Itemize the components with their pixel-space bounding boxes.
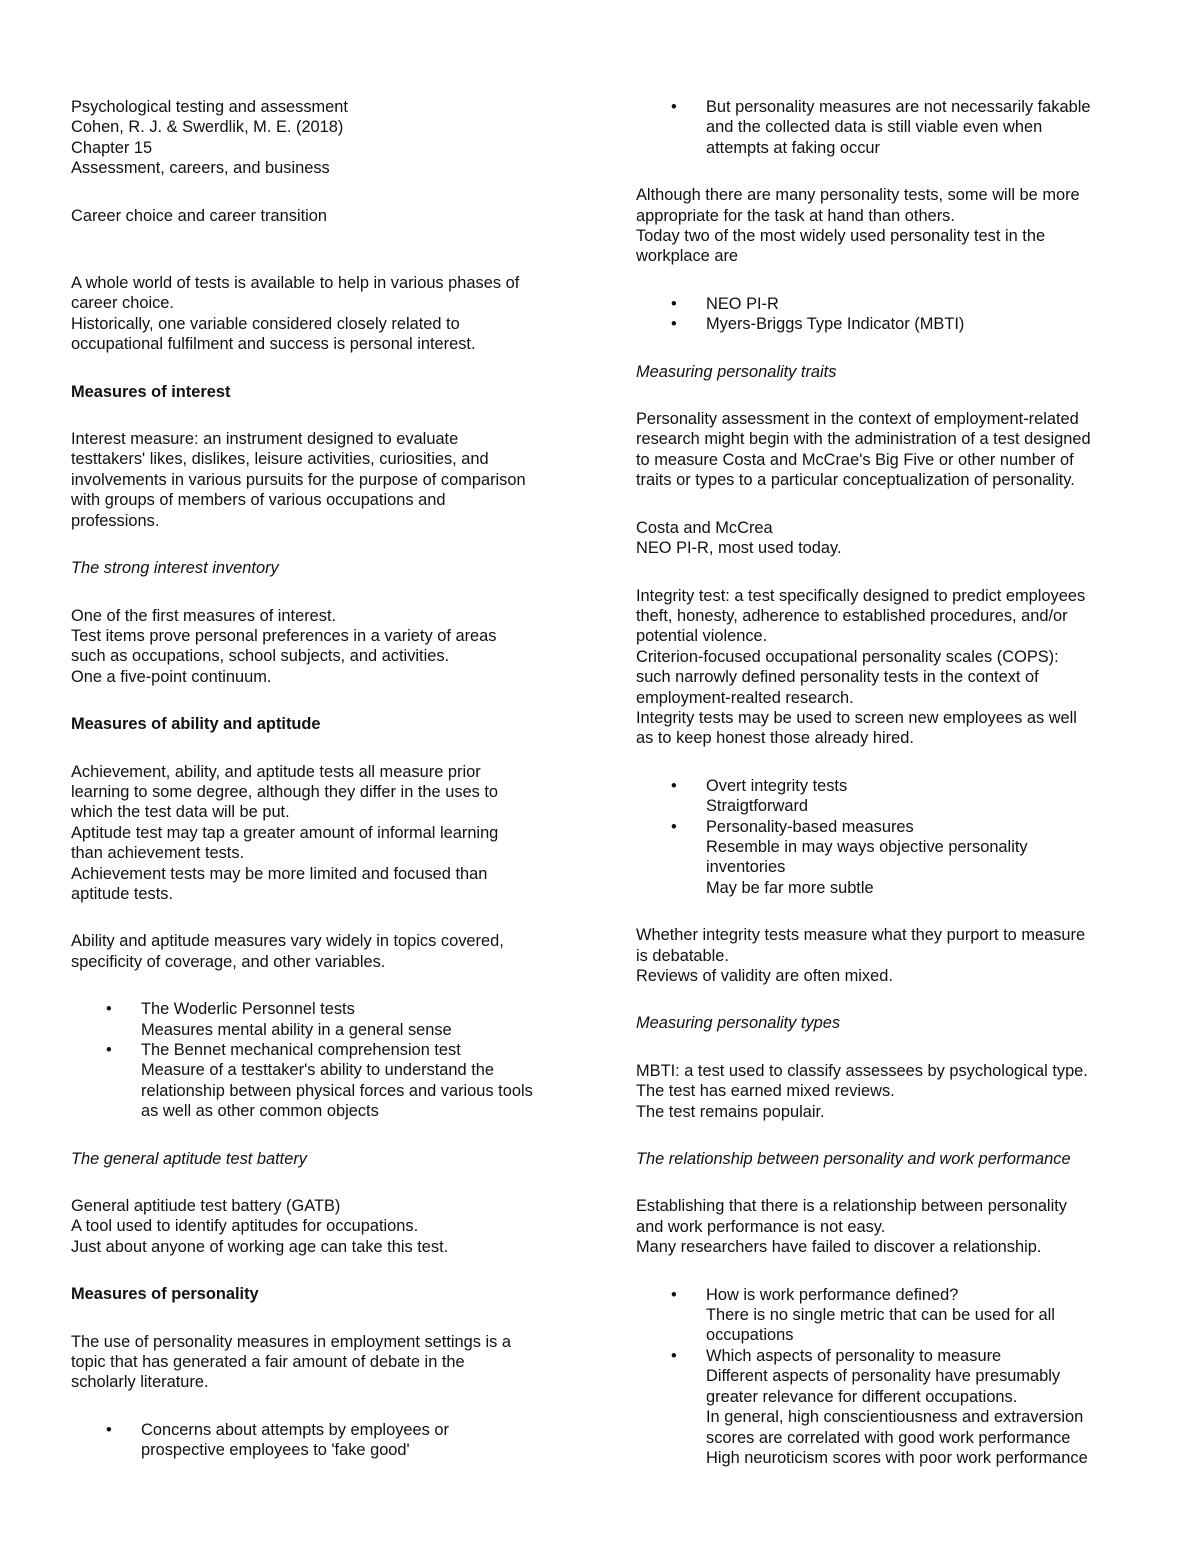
bullet-line: • The Bennet mechanical comprehension test xyxy=(141,1041,461,1059)
bullet-line: inventories xyxy=(706,858,786,877)
bullet-item xyxy=(636,314,1136,334)
text-line: Just about anyone of working age can take this test. xyxy=(71,1237,449,1256)
text-line: Achievement, ability, and aptitude tests all measure prior xyxy=(71,762,481,781)
text-line: career choice. xyxy=(71,294,174,313)
bullet-line: occupations xyxy=(706,1326,794,1345)
strong-heading: The strong interest inventory xyxy=(71,559,279,578)
bullet-line: Measure of a testtaker's ability to understand the xyxy=(141,1061,494,1080)
text-line: Personality assessment in the context of employment-related xyxy=(636,410,1079,429)
text-line: which the test data will be put. xyxy=(71,803,290,822)
text-line: research might begin with the administration of a test designed xyxy=(636,430,1091,449)
text-line: Interest measure: an instrument designed to evaluate xyxy=(71,430,459,449)
text-line: workplace are xyxy=(636,247,739,266)
personality-paragraph xyxy=(71,1332,571,1393)
right-column xyxy=(636,97,1136,1468)
text-line: learning to some degree, although they differ in the uses to xyxy=(71,782,499,801)
personality-heading: Measures of personality xyxy=(71,1285,259,1304)
text-line: Costa and McCrea xyxy=(636,518,773,537)
bullet-item xyxy=(636,776,1136,817)
work-paragraph xyxy=(636,1196,1136,1257)
text-line: General aptitiude test battery (GATB) xyxy=(71,1197,341,1216)
text-line: The test has earned mixed reviews. xyxy=(636,1082,895,1101)
text-line: aptitude tests. xyxy=(71,884,174,903)
text-line: Reviews of validity are often mixed. xyxy=(636,967,893,985)
text-line: One of the first measures of interest. xyxy=(71,606,337,625)
text-line: traits or types to a particular conceptualization of personality. xyxy=(636,471,1075,490)
bullet-line: • Myers-Briggs Type Indicator (MBTI) xyxy=(706,315,965,334)
text-line: MBTI: a test used to classify assessees by psychological type. xyxy=(636,1061,1088,1080)
text-line: professions. xyxy=(71,511,160,530)
text-line: Assessment, careers, and business xyxy=(71,159,330,178)
text-line: occupational fulfilment and success is personal interest. xyxy=(71,335,476,354)
bullet-line: Measures mental ability in a general sense xyxy=(141,1020,452,1039)
interest-paragraph xyxy=(71,429,571,531)
text-line: Although there are many personality tests, some will be more xyxy=(636,186,1080,205)
career-heading: Career choice and career transition xyxy=(71,206,328,225)
bullet-line: Straigtforward xyxy=(706,797,809,816)
text-line: and work performance is not easy. xyxy=(636,1217,886,1236)
bullet-line: Different aspects of personality have presumably xyxy=(706,1367,1061,1386)
text-line: A tool used to identify aptitudes for occupations. xyxy=(71,1217,419,1236)
tests-paragraph xyxy=(636,185,1136,267)
text-line: to measure Costa and McCrae's Big Five or other number of xyxy=(636,450,1074,469)
bullet-line: • The Woderlic Personnel tests xyxy=(141,1000,355,1019)
text-line: appropriate for the task at hand than others. xyxy=(636,206,955,225)
text-line: Psychological testing and assessment xyxy=(71,98,348,116)
strong-paragraph xyxy=(71,606,571,688)
work-heading: The relationship between personality and work performance xyxy=(636,1150,1071,1169)
text-line: with groups of members of various occupations and xyxy=(71,491,446,510)
text-line: The test remains populair. xyxy=(636,1102,825,1121)
work-list xyxy=(636,1285,1136,1469)
types-heading: Measuring personality types xyxy=(636,1014,841,1033)
bullet-line: • NEO PI-R xyxy=(706,294,779,313)
bullet-line: • But personality measures are not necessarily fakable xyxy=(706,98,1091,116)
bullet-line: May be far more subtle xyxy=(706,878,874,897)
bullet-line: • Concerns about attempts by employees or xyxy=(141,1420,449,1439)
bullet-line: attempts at faking occur xyxy=(706,138,881,157)
text-line: NEO PI-R, most used today. xyxy=(636,539,842,558)
bullet-line: Resemble in may ways objective personality xyxy=(706,837,1028,856)
bullet-line: In general, high conscientiousness and extraversion xyxy=(706,1408,1084,1427)
left-column xyxy=(71,97,571,1461)
ability-paragraph-2 xyxy=(71,931,571,972)
text-line: involvements in various pursuits for the purpose of comparison xyxy=(71,470,526,489)
text-line: Historically, one variable considered closely related to xyxy=(71,314,460,333)
text-line: Whether integrity tests measure what they purport to measure xyxy=(636,926,1086,945)
bullet-item xyxy=(71,1420,571,1461)
text-line: employment-realted research. xyxy=(636,688,854,707)
interest-heading: Measures of interest xyxy=(71,382,231,401)
fake-list xyxy=(636,97,1136,158)
text-line: Aptitude test may tap a greater amount of informal learning xyxy=(71,823,499,842)
text-line: Integrity test: a test specifically designed to predict employees xyxy=(636,586,1086,605)
text-line: A whole world of tests is available to help in various phases of xyxy=(71,274,520,293)
bullet-item xyxy=(636,1346,1136,1468)
traits-heading: Measuring personality traits xyxy=(636,362,837,381)
bullet-item xyxy=(636,294,1136,314)
text-line: Cohen, R. J. & Swerdlik, M. E. (2018) xyxy=(71,118,344,137)
personality-list xyxy=(71,1420,571,1461)
bullet-item xyxy=(71,999,571,1040)
costa-paragraph xyxy=(636,518,1136,559)
text-line: Chapter 15 xyxy=(71,138,153,157)
text-line: topic that has generated a fair amount of debate in the xyxy=(71,1353,465,1372)
text-line: Establishing that there is a relationship between personality xyxy=(636,1197,1067,1216)
text-line: Today two of the most widely used personality test in the xyxy=(636,227,1046,246)
text-line: Test items prove personal preferences in a variety of areas xyxy=(71,626,497,645)
gatb-heading: The general aptitude test battery xyxy=(71,1149,307,1168)
text-line: potential violence. xyxy=(636,627,768,646)
integrity-paragraph xyxy=(636,586,1136,749)
career-paragraph xyxy=(71,273,571,355)
bullet-line: greater relevance for different occupations. xyxy=(706,1387,1018,1406)
bullet-line: • Personality-based measures xyxy=(706,817,914,836)
text-line: than achievement tests. xyxy=(71,844,245,863)
bullet-item xyxy=(71,1040,571,1122)
text-line: Criterion-focused occupational personality scales (COPS): xyxy=(636,647,1059,666)
tests-list xyxy=(636,294,1136,335)
bullet-line: High neuroticism scores with poor work performance xyxy=(706,1448,1088,1467)
bullet-line: • Overt integrity tests xyxy=(706,776,848,795)
text-line: such narrowly defined personality tests in the context of xyxy=(636,668,1039,687)
text-line: Achievement tests may be more limited and focused than xyxy=(71,864,488,883)
text-line: theft, honesty, adherence to established procedures, and/or xyxy=(636,606,1068,625)
bullet-line: prospective employees to 'fake good' xyxy=(141,1441,410,1460)
mbti-paragraph xyxy=(636,1061,1136,1122)
text-line: testtakers' likes, dislikes, leisure activities, curiosities, and xyxy=(71,450,489,469)
bullet-line: as well as other common objects xyxy=(141,1102,379,1121)
text-line: One a five-point continuum. xyxy=(71,667,272,686)
bullet-item xyxy=(636,1285,1136,1346)
text-line: Integrity tests may be used to screen new employees as well xyxy=(636,708,1077,727)
gatb-paragraph xyxy=(71,1196,571,1257)
bullet-line: relationship between physical forces and various tools xyxy=(141,1081,533,1100)
validity-paragraph xyxy=(636,925,1136,986)
bullet-line: There is no single metric that can be used for all xyxy=(706,1306,1055,1325)
integrity-list xyxy=(636,776,1136,898)
bullet-line: scores are correlated with good work performance xyxy=(706,1428,1071,1447)
text-line: Many researchers have failed to discover a relationship. xyxy=(636,1238,1042,1257)
bullet-item xyxy=(636,97,1136,158)
doc-header xyxy=(71,97,571,179)
traits-paragraph xyxy=(636,409,1136,491)
ability-heading: Measures of ability and aptitude xyxy=(71,715,321,734)
bullet-line: • Which aspects of personality to measure xyxy=(706,1346,1002,1365)
text-line: The use of personality measures in employment settings is a xyxy=(71,1332,512,1351)
text-line: such as occupations, school subjects, and activities. xyxy=(71,647,450,666)
text-line: as to keep honest those already hired. xyxy=(636,729,914,748)
text-line: Ability and aptitude measures vary widely in topics covered, xyxy=(71,932,504,951)
text-line: scholarly literature. xyxy=(71,1373,209,1392)
bullet-item xyxy=(636,817,1136,899)
ability-paragraph xyxy=(71,762,571,905)
text-line: specificity of coverage, and other variables. xyxy=(71,952,386,971)
text-line: is debatable. xyxy=(636,946,729,965)
ability-list xyxy=(71,999,571,1121)
bullet-line: • How is work performance defined? xyxy=(706,1285,959,1304)
bullet-line: and the collected data is still viable even when xyxy=(706,118,1043,137)
